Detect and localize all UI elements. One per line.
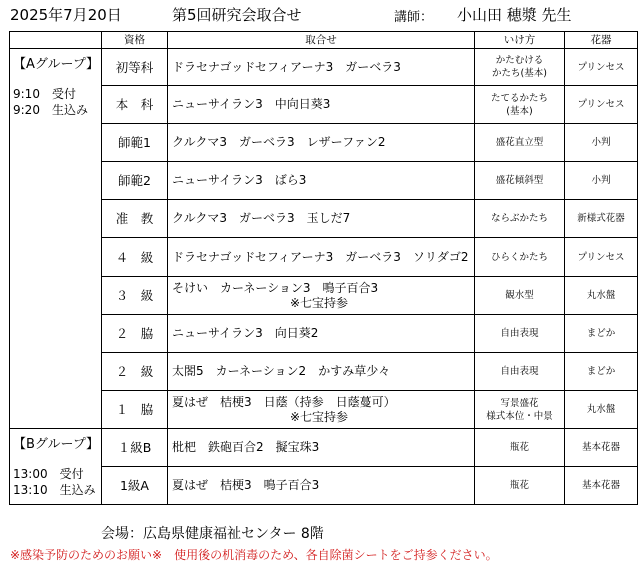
column-header: 取合せ: [168, 32, 475, 49]
grade-cell: 1級A: [102, 467, 168, 505]
style-cell: かたむける かたち(基本): [475, 49, 565, 86]
materials-cell: [168, 200, 475, 238]
materials-text: クルクマ3 ガーベラ3 玉しだ7: [172, 211, 351, 225]
style-cell: 瓶花: [475, 467, 565, 505]
materials-cell: [168, 429, 475, 467]
materials-cell: [168, 353, 475, 391]
grade-cell: 准 教: [102, 200, 168, 238]
style-cell: ひらくかたち: [475, 238, 565, 277]
vessel-cell: プリンセス: [565, 86, 638, 124]
page-title: 第5回研究会取合せ: [172, 6, 302, 24]
grade-cell: 師範2: [102, 162, 168, 200]
materials-cell: [168, 315, 475, 353]
teacher-name: 小山田 穂漿 先生: [457, 6, 572, 24]
materials-cell: [168, 124, 475, 162]
group-title: 【Aグループ】: [13, 57, 99, 72]
grade-cell: ３ 級: [102, 277, 168, 315]
grade-cell: 初等科: [102, 49, 168, 86]
style-cell: たてるかたち (基本): [475, 86, 565, 124]
group-time: 13:00 受付: [13, 467, 84, 481]
table-row: [10, 391, 638, 429]
teacher-label: 講師：: [394, 10, 434, 25]
group-title: 【Bグループ】: [13, 437, 100, 452]
vessel-cell: まどか: [565, 315, 638, 353]
materials-cell: [168, 277, 475, 315]
schedule-table: [9, 31, 638, 505]
table-row: [10, 162, 638, 200]
table-row: [10, 200, 638, 238]
materials-cell: [168, 238, 475, 277]
grade-cell: １級B: [102, 429, 168, 467]
group-cell: [10, 429, 102, 505]
table-row: [10, 315, 638, 353]
style-cell: 自由表現: [475, 315, 565, 353]
materials-note: ※七宝持参: [290, 409, 349, 424]
table-row: [10, 124, 638, 162]
materials-cell: [168, 86, 475, 124]
grade-cell: ２ 級: [102, 353, 168, 391]
group-header-cell: [10, 32, 102, 49]
vessel-cell: プリンセス: [565, 49, 638, 86]
table-header-row: [10, 32, 638, 49]
date: 2025年7月20日: [10, 6, 122, 24]
materials-cell: [168, 162, 475, 200]
materials-text: ニューサイラン3 向日葵2: [172, 326, 319, 340]
column-header: 資格: [102, 32, 168, 49]
materials-text: ドラセナゴッドセフィアーナ3 ガーベラ3 ソリダゴ2: [172, 249, 469, 264]
table-row: [10, 49, 638, 86]
grade-cell: 本 科: [102, 86, 168, 124]
vessel-cell: 新様式花器: [565, 200, 638, 238]
table-row: [10, 353, 638, 391]
table-row: [10, 86, 638, 124]
materials-cell: [168, 467, 475, 505]
materials-note: ※七宝持参: [290, 295, 349, 310]
grade-cell: １ 脇: [102, 391, 168, 429]
vessel-cell: 丸水盤: [565, 391, 638, 429]
group-time: 9:10 受付: [13, 87, 76, 101]
group-time: 9:20 生込み: [13, 103, 88, 117]
table-row: [10, 467, 638, 505]
materials-text: 夏はぜ 桔梗3 日蔭（持参 日蔭蔓可）: [172, 394, 396, 409]
vessel-cell: 小判: [565, 162, 638, 200]
group-cell: [10, 49, 102, 429]
grade-cell: 師範1: [102, 124, 168, 162]
style-cell: 盛花直立型: [475, 124, 565, 162]
vessel-cell: 基本花器: [565, 429, 638, 467]
materials-cell: [168, 49, 475, 86]
table-row: [10, 238, 638, 277]
grade-cell: ２ 脇: [102, 315, 168, 353]
style-cell: ならぶかたち: [475, 200, 565, 238]
vessel-cell: プリンセス: [565, 238, 638, 277]
materials-text: 枇杷 鉄砲百合2 擬宝珠3: [172, 440, 320, 454]
style-cell: 写景盛花 様式本位・中景: [475, 391, 565, 429]
table-row: [10, 277, 638, 315]
table-row: [10, 429, 638, 467]
materials-text: 夏はぜ 桔梗3 鳴子百合3: [172, 478, 320, 492]
materials-cell: [168, 391, 475, 429]
style-cell: 盛花傾斜型: [475, 162, 565, 200]
style-cell: 観水型: [475, 277, 565, 315]
group-time: 13:10 生込み: [13, 483, 96, 497]
materials-text: クルクマ3 ガーベラ3 レザーファン2: [172, 135, 386, 149]
column-header: いけ方: [475, 32, 565, 49]
materials-text: そけい カーネーション3 鳴子百合3: [172, 280, 379, 295]
style-cell: 自由表現: [475, 353, 565, 391]
vessel-cell: まどか: [565, 353, 638, 391]
materials-text: 太閤5 カーネーション2 かすみ草少々: [172, 364, 391, 378]
column-header: 花器: [565, 32, 638, 49]
materials-text: ドラセナゴッドセフィアーナ3 ガーベラ3: [172, 59, 401, 74]
materials-text: ニューサイラン3 中向日葵3: [172, 97, 331, 111]
vessel-cell: 基本花器: [565, 467, 638, 505]
style-cell: 瓶花: [475, 429, 565, 467]
venue: 会場：広島県健康福祉センター 8階: [101, 526, 324, 542]
vessel-cell: 丸水盤: [565, 277, 638, 315]
grade-cell: ４ 級: [102, 238, 168, 277]
notice: ※感染予防のためのお願い※ 使用後の机消毒のため、各自除菌シートをご持参ください。: [10, 548, 498, 562]
materials-text: ニューサイラン3 ばら3: [172, 173, 307, 187]
vessel-cell: 小判: [565, 124, 638, 162]
